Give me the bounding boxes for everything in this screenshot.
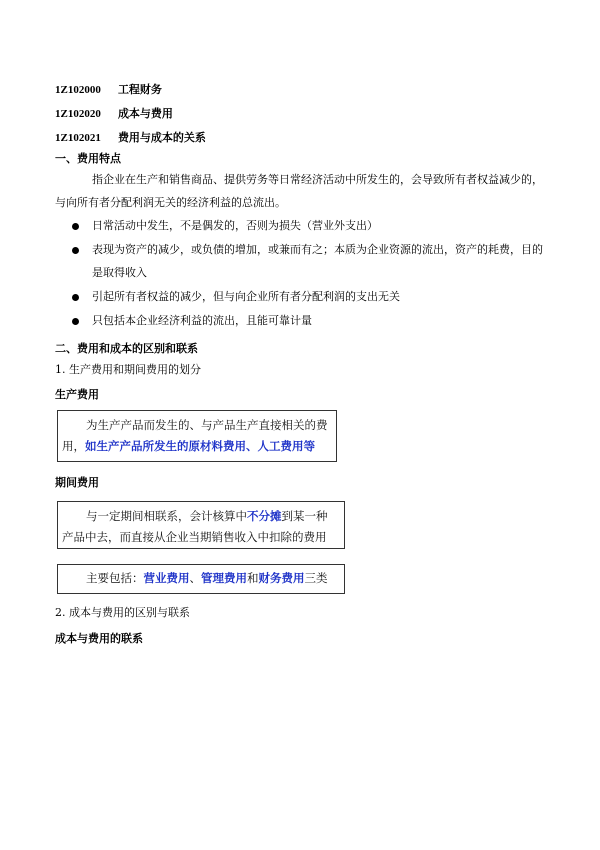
section-2-title: 二、费用和成本的区别和联系 <box>55 342 198 355</box>
type-financial-expense: 财务费用 <box>258 571 305 585</box>
section-title: 费用与成本的关系 <box>117 131 206 144</box>
types-count: 三类 <box>304 571 328 585</box>
production-cost-box <box>57 410 337 462</box>
bullet-item-3: 引起所有者权益的减少，但与向企业所有者分配利润的支出无关 <box>92 290 400 303</box>
section-1-title: 一、费用特点 <box>55 152 121 165</box>
bullet-item-2: 表现为资产的减少，或负债的增加，或兼而有之；本质为企业资源的流出，资产的耗费，目的 <box>92 243 543 256</box>
item-1-heading: 1. 生产费用和期间费用的划分 <box>55 363 201 376</box>
section-title: 成本与费用 <box>117 107 173 120</box>
period-cost-text-line2: 产品中去，而直接从企业当期销售收入中扣除的费用 <box>62 530 327 544</box>
section-code: 1Z102000 <box>55 84 101 96</box>
production-cost-text: 用， <box>62 439 85 453</box>
bullet-icon <box>72 247 79 254</box>
bullet-item-2-cont: 是取得收入 <box>92 266 147 279</box>
period-cost-label: 期间费用 <box>55 476 99 489</box>
heading-1z102021 <box>55 126 206 145</box>
cost-expense-relation-label: 成本与费用的联系 <box>55 632 143 645</box>
conjunction: 和 <box>247 571 259 585</box>
section-title: 工程财务 <box>117 83 162 96</box>
period-cost-text: 到某一种 <box>281 509 328 523</box>
separator: 、 <box>189 571 201 585</box>
period-cost-text: 与一定期间相联系，会计核算中 <box>86 509 247 523</box>
period-cost-box <box>57 501 345 549</box>
type-operating-expense: 营业费用 <box>143 571 190 585</box>
section-code: 1Z102021 <box>55 132 101 144</box>
period-cost-highlight: 不分摊 <box>247 509 282 523</box>
type-administrative-expense: 管理费用 <box>201 571 247 585</box>
bullet-item-1: 日常活动中发生，不是偶发的，否则为损失（营业外支出） <box>92 219 378 232</box>
bullet-item-4: 只包括本企业经济利益的流出，且能可靠计量 <box>92 314 312 327</box>
production-cost-label: 生产费用 <box>55 388 99 401</box>
definition-line-1: 指企业在生产和销售商品、提供劳务等日常经济活动中所发生的，会导致所有者权益减少的， <box>92 173 543 186</box>
item-2-heading: 2. 成本与费用的区别与联系 <box>55 606 190 619</box>
definition-line-2: 与向所有者分配利润无关的经济利益的总流出。 <box>55 196 286 209</box>
production-cost-definition: 为生产产品而发生的、与产品生产直接相关的费 <box>86 418 328 432</box>
bullet-icon <box>72 223 79 230</box>
production-cost-example: 如生产产品所发生的原材料费用、人工费用等 <box>85 439 315 453</box>
section-code: 1Z102020 <box>55 108 101 120</box>
heading-1z102020 <box>55 102 173 121</box>
bullet-icon <box>72 294 79 301</box>
heading-1z102000 <box>55 78 162 97</box>
types-intro: 主要包括： <box>86 571 144 585</box>
period-cost-types-box <box>57 564 345 594</box>
bullet-icon <box>72 318 79 325</box>
